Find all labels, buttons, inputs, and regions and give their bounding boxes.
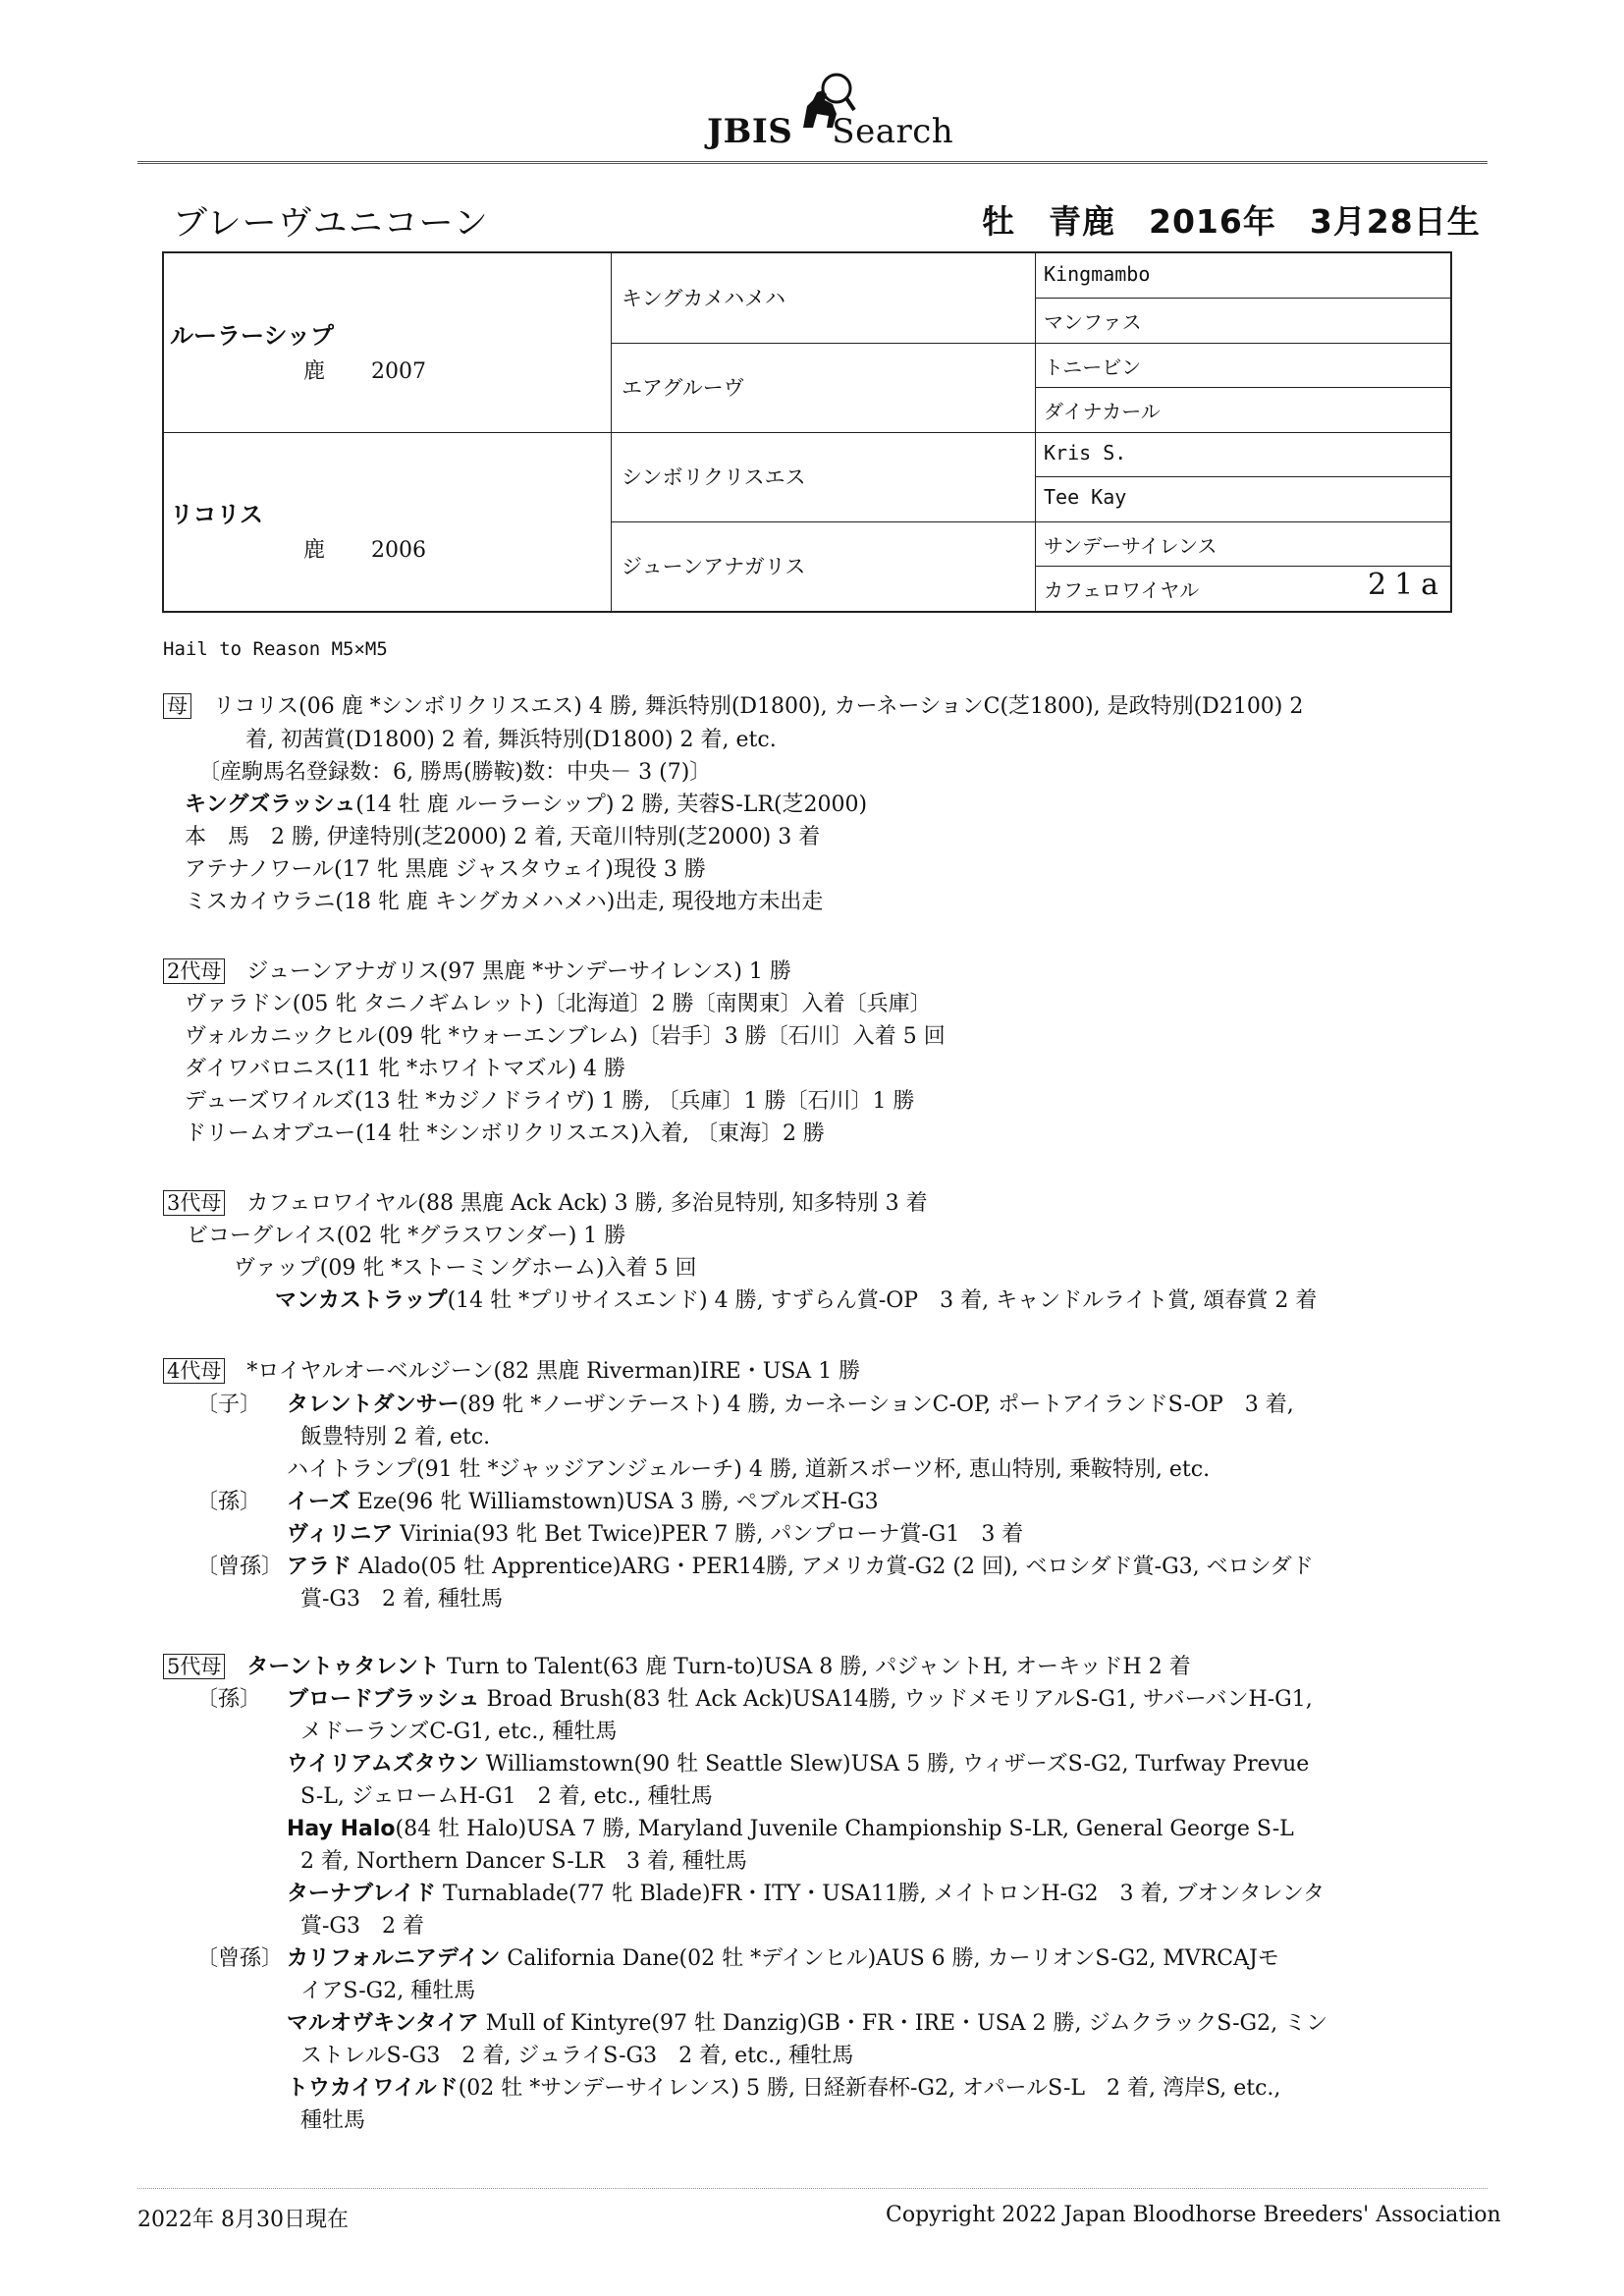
g5dam-section-line: Hay Halo(84 牡 Halo)USA 7 勝, Maryland Juvenile Championship S-LR, General George S-L [287, 1817, 1294, 1841]
footer-copyright: Copyright 2022 Japan Bloodhorse Breeders' Association [886, 2203, 1501, 2227]
g3-cell: カフェロワイヤル [1044, 578, 1200, 602]
g5dam-section-line: 賞-G3 2 着 [300, 1914, 424, 1939]
family-code: 21a [1368, 568, 1447, 602]
g3-cell: トニービン [1044, 355, 1142, 379]
sire-cell [170, 316, 426, 385]
g2-cell: キングカメハメハ [622, 287, 785, 310]
g5dam-section-line: トウカイワイルド(02 牡 *サンデーサイレンス) 5 勝, 日経新春杯-G2, オパールS-L 2 着, 湾岸S, etc., [287, 2076, 1281, 2101]
pedigree-table [162, 251, 1452, 613]
logo-search-text: Search [832, 112, 954, 151]
dam-section-line: 着, 初茜賞(D1800) 2 着, 舞浜特別(D1800) 2 着, etc. [245, 728, 777, 752]
g5dam-section-line: マルオヴキンタイア Mull of Kintyre(97 牡 Danzig)GB・FR・IRE・USA 2 勝, ジムクラックS-G2, ミン [287, 2011, 1328, 2036]
g5dam-section-line: ウイリアムズタウン Williamstown(90 牡 Seattle Slew)USA 5 勝, ウィザーズS-G2, Turfway Prevue [287, 1752, 1310, 1777]
inbreeding-note: Hail to Reason M5×M5 [163, 638, 388, 660]
g2dam-section-line: ダイワバロニス(11 牝 *ホワイトマズル) 4 勝 [185, 1057, 626, 1081]
g5dam-section-line: ブロードブラッシュ Broad Brush(83 牡 Ack Ack)USA14勝, ウッドメモリアルS-G1, サバーバンH-G1, [287, 1687, 1313, 1712]
g4dam-section-line: ハイトランプ(91 牡 *ジャッジアンジェルーチ) 4 勝, 道新スポーツ杯, 恵山特別, 乗鞍特別, etc. [287, 1457, 1211, 1482]
g3dam-section-line: 3代母 カフェロワイヤル(88 黒鹿 Ack Ack) 3 勝, 多治見特別, 知多特別 3 着 [163, 1186, 928, 1217]
g5dam-section-line: 種牡馬 [300, 2108, 366, 2133]
relation-tag: 〔孫〕 [196, 1490, 262, 1514]
footer-rule [137, 2188, 1488, 2189]
section-label: 母 [163, 693, 191, 719]
g5dam-section-line: メドーランズC-G1, etc., 種牡馬 [300, 1720, 618, 1744]
relation-tag: 〔孫〕 [196, 1687, 262, 1712]
g3dam-section-line: ビコーグレイス(02 牝 *グラスワンダー) 1 勝 [187, 1224, 626, 1248]
g2dam-section-line: 2代母 ジューンアナガリス(97 黒鹿 *サンデーサイレンス) 1 勝 [163, 955, 791, 985]
relation-tag: 〔子〕 [196, 1393, 262, 1417]
g5dam-section-line: ストレルS-G3 2 着, ジュライS-G3 2 着, etc., 種牡馬 [300, 2044, 854, 2068]
g2-cell: エアグルーヴ [622, 376, 744, 400]
g3dam-section-line: マンカストラップ(14 牡 *プリサイスエンド) 4 勝, すずらん賞-OP 3 着, キャンドルライト賞, 頌春賞 2 着 [275, 1288, 1318, 1313]
g2-cell: ジューンアナガリス [622, 555, 806, 578]
logo-jbis-text: JBIS [707, 112, 793, 151]
relation-tag: 〔曾孫〕 [196, 1555, 284, 1579]
g2-cell: シンボリクリスエス [622, 465, 806, 489]
dam-cell [170, 495, 426, 564]
dam-color: 鹿 [303, 538, 326, 563]
g3-cell: Tee Kay [1044, 485, 1127, 509]
dam-section-line: アテナノワール(17 牝 黒鹿 ジャスタウェイ)現役 3 勝 [185, 857, 706, 882]
g3-cell: サンデーサイレンス [1044, 534, 1218, 558]
horse-info: 牡 青鹿 2016年 3月28日生 [982, 202, 1481, 241]
g4dam-section-line: ヴィリニア Virinia(93 牝 Bet Twice)PER 7 勝, パンプローナ賞-G1 3 着 [287, 1522, 1024, 1547]
dam-name: リコリス [170, 501, 264, 528]
g4dam-section-line: 賞-G3 2 着, 種牡馬 [300, 1587, 503, 1612]
g2dam-section-line: ドリームオブユー(14 牡 *シンボリクリスエス)入着, 〔東海〕2 勝 [185, 1121, 825, 1146]
sire-name: ルーラーシップ [170, 322, 335, 350]
g2dam-section-line: ヴァラドン(05 牝 タニノギムレット)〔北海道〕2 勝〔南関東〕入着〔兵庫〕 [185, 992, 932, 1016]
g3dam-section-line: ヴァップ(09 牝 *ストーミングホーム)入着 5 回 [234, 1256, 697, 1281]
g4dam-section-line: タレントダンサー(89 牝 *ノーザンテースト) 4 勝, カーネーションC-OP, ポートアイランドS-OP 3 着, [287, 1393, 1294, 1417]
sire-year: 2007 [371, 359, 427, 384]
header-rule [137, 161, 1488, 164]
g4dam-section-line: 飯豊特別 2 着, etc. [300, 1425, 491, 1449]
section-label: 4代母 [163, 1358, 225, 1384]
footer-date: 2022年 8月30日現在 [137, 2208, 349, 2232]
section-label: 5代母 [163, 1654, 225, 1679]
g3-cell: マンファス [1044, 310, 1142, 334]
g5dam-section-line: 5代母 ターントゥタレント Turn to Talent(63 鹿 Turn-to)USA 8 勝, パジャントH, オーキッドH 2 着 [163, 1650, 1191, 1680]
horse-name: ブレーヴユニコーン [173, 204, 489, 244]
section-label: 2代母 [163, 958, 225, 984]
dam-section-line: 〔産駒馬名登録数：6, 勝馬(勝鞍)数：中央－ 3 (7)〕 [198, 760, 712, 785]
g4dam-section-line: イーズ Eze(96 牝 Williamstown)USA 3 勝, ペブルズH-G3 [287, 1490, 879, 1514]
g3-cell: ダイナカール [1044, 400, 1161, 423]
g5dam-section-line: イアS-G2, 種牡馬 [300, 1979, 476, 2003]
g5dam-section-line: ターナブレイド Turnablade(77 牝 Blade)FR・ITY・USA11勝, メイトロンH-G2 3 着, ブオンタレンタ [287, 1882, 1325, 1906]
dam-section-line: ミスカイウラニ(18 牝 鹿 キングカメハメハ)出走, 現役地方未出走 [185, 890, 824, 914]
g5dam-section-line: 2 着, Northern Dancer S-LR 3 着, 種牡馬 [300, 1849, 747, 1874]
g4dam-section-line: アラド Alado(05 牡 Apprentice)ARG・PER14勝, アメリカ賞-G2 (2 回), ベロシダド賞-G3, ベロシダド [287, 1555, 1314, 1579]
dam-year: 2006 [371, 538, 427, 563]
relation-tag: 〔曾孫〕 [196, 1946, 284, 1971]
section-label: 3代母 [163, 1190, 225, 1216]
dam-section-line: 本 馬 2 勝, 伊達特別(芝2000) 2 着, 天竜川特別(芝2000) 3 着 [185, 825, 821, 849]
g3-cell: Kingmambo [1044, 262, 1151, 286]
g2dam-section-line: デューズワイルズ(13 牡 *カジノドライヴ) 1 勝, 〔兵庫〕1 勝〔石川〕1 勝 [185, 1089, 915, 1114]
sire-color: 鹿 [303, 359, 326, 384]
dam-section-line: キングズラッシュ(14 牡 鹿 ルーラーシップ) 2 勝, 芙蓉S-LR(芝2000) [185, 793, 868, 817]
g5dam-section-line: カリフォルニアデイン California Dane(02 牡 *デインヒル)AUS 6 勝, カーリオンS-G2, MVRCAJモ [287, 1946, 1279, 1971]
g3-cell: Kris S. [1044, 441, 1127, 465]
g5dam-section-line: S-L, ジェロームH-G1 2 着, etc., 種牡馬 [300, 1784, 713, 1809]
g2dam-section-line: ヴォルカニックヒル(09 牝 *ウォーエンブレム)〔岩手〕3 勝〔石川〕入着 5 回 [185, 1024, 946, 1049]
dam-section-line: 母 リコリス(06 鹿 *シンボリクリスエス) 4 勝, 舞浜特別(D1800), カーネーションC(芝1800), 是政特別(D2100) 2 [163, 689, 1303, 720]
g4dam-section-line: 4代母 *ロイヤルオーベルジーン(82 黒鹿 Riverman)IRE・USA 1 勝 [163, 1354, 860, 1385]
jbis-search-logo [707, 65, 954, 163]
